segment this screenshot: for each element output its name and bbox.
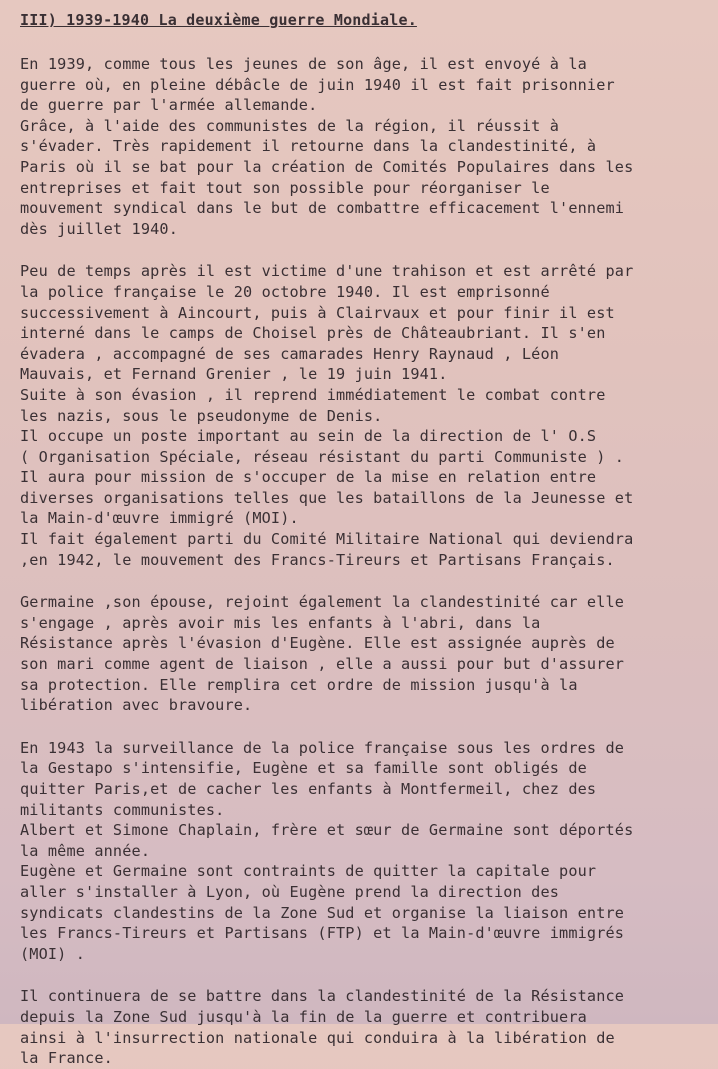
text-line: Mauvais, et Fernand Grenier , le 19 juin 1941.	[20, 365, 448, 384]
text-line: successivement à Aincourt, puis à Clairvaux et pour finir il est	[20, 303, 615, 322]
text-line: Germaine ,son épouse, rejoint également la clandestinité car elle	[20, 593, 625, 612]
text-line: ainsi à l'insurrection nationale qui conduira à la libération de	[20, 1028, 615, 1047]
text-line: guerre où, en pleine débâcle de juin 1940 il est fait prisonnier	[20, 75, 615, 94]
text-line: la police française le 20 octobre 1940. Il est emprisonné	[20, 282, 550, 301]
text-line: la même année.	[20, 841, 151, 860]
text-line: Paris où il se bat pour la création de Comités Populaires dans les	[20, 157, 634, 176]
text-line: militants communistes.	[20, 800, 225, 819]
text-line: libération avec bravoure.	[20, 696, 253, 715]
paragraph-1943	[20, 738, 706, 965]
text-line: entreprises et fait tout son possible pour réorganiser le	[20, 178, 550, 197]
paragraph-germaine	[20, 592, 706, 716]
text-line: Il aura pour mission de s'occuper de la mise en relation entre	[20, 468, 597, 487]
text-line: diverses organisations telles que les bataillons de la Jeunesse et	[20, 488, 634, 507]
text-line: Il occupe un poste important au sein de la direction de l' O.S	[20, 427, 597, 446]
text-line: Résistance après l'évasion d'Eugène. Elle est assignée auprès de	[20, 634, 615, 653]
paragraph-arrest	[20, 261, 706, 570]
text-line: En 1939, comme tous les jeunes de son âge, il est envoyé à la	[20, 55, 587, 73]
paragraph-conclusion	[20, 986, 706, 1068]
text-line: s'évader. Très rapidement il retourne dans la clandestinité, à	[20, 137, 597, 156]
text-line: syndicats clandestins de la Zone Sud et organise la liaison entre	[20, 903, 625, 922]
text-line: s'engage , après avoir mis les enfants à l'abri, dans la	[20, 613, 541, 632]
text-line: En 1943 la surveillance de la police française sous les ordres de	[20, 738, 625, 757]
text-line: Albert et Simone Chaplain, frère et sœur de Germaine sont déportés	[20, 821, 634, 840]
text-line: Grâce, à l'aide des communistes de la région, il réussit à	[20, 116, 560, 135]
text-line: la Gestapo s'intensifie, Eugène et sa famille sont obligés de	[20, 759, 587, 778]
text-line: mouvement syndical dans le but de combattre efficacement l'ennemi	[20, 199, 625, 218]
section-heading: III) 1939-1940 La deuxième guerre Mondiale.	[20, 11, 417, 29]
text-line: Peu de temps après il est victime d'une trahison et est arrêté par	[20, 262, 634, 281]
text-line: ,en 1942, le mouvement des Francs-Tireurs et Partisans Français.	[20, 550, 615, 569]
text-line: ( Organisation Spéciale, réseau résistant du parti Communiste ) .	[20, 447, 625, 466]
text-line: la Main-d'œuvre immigré (MOI).	[20, 509, 299, 528]
text-line: (MOI) .	[20, 944, 86, 963]
text-line: sa protection. Elle remplira cet ordre de mission jusqu'à la	[20, 675, 578, 694]
text-line: les nazis, sous le pseudonyme de Denis.	[20, 406, 383, 425]
text-line: aller s'installer à Lyon, où Eugène prend la direction des	[20, 882, 560, 901]
text-line: les Francs-Tireurs et Partisans (FTP) et la Main-d'œuvre immigrés	[20, 924, 625, 943]
text-line: depuis la Zone Sud jusqu'à la fin de la guerre et contribuera	[20, 1007, 587, 1026]
text-line: Il continuera de se battre dans la clandestinité de la Résistance	[20, 987, 625, 1006]
text-line: interné dans le camps de Choisel près de Châteaubriant. Il s'en	[20, 324, 606, 343]
text-line: la France.	[20, 1049, 113, 1068]
text-line: Suite à son évasion , il reprend immédiatement le combat contre	[20, 385, 606, 404]
text-line: de guerre par l'armée allemande.	[20, 96, 318, 115]
text-line: Eugène et Germaine sont contraints de quitter la capitale pour	[20, 862, 597, 881]
text-line: son mari comme agent de liaison , elle a aussi pour but d'assurer	[20, 655, 625, 674]
text-line: dès juillet 1940.	[20, 219, 178, 238]
text-line: évadera , accompagné de ses camarades Henry Raynaud , Léon	[20, 344, 560, 363]
text-line: Il fait également parti du Comité Militaire National qui deviendra	[20, 530, 634, 549]
text-line: quitter Paris,et de cacher les enfants à Montfermeil, chez des	[20, 780, 597, 798]
paragraph-1939	[20, 54, 706, 239]
